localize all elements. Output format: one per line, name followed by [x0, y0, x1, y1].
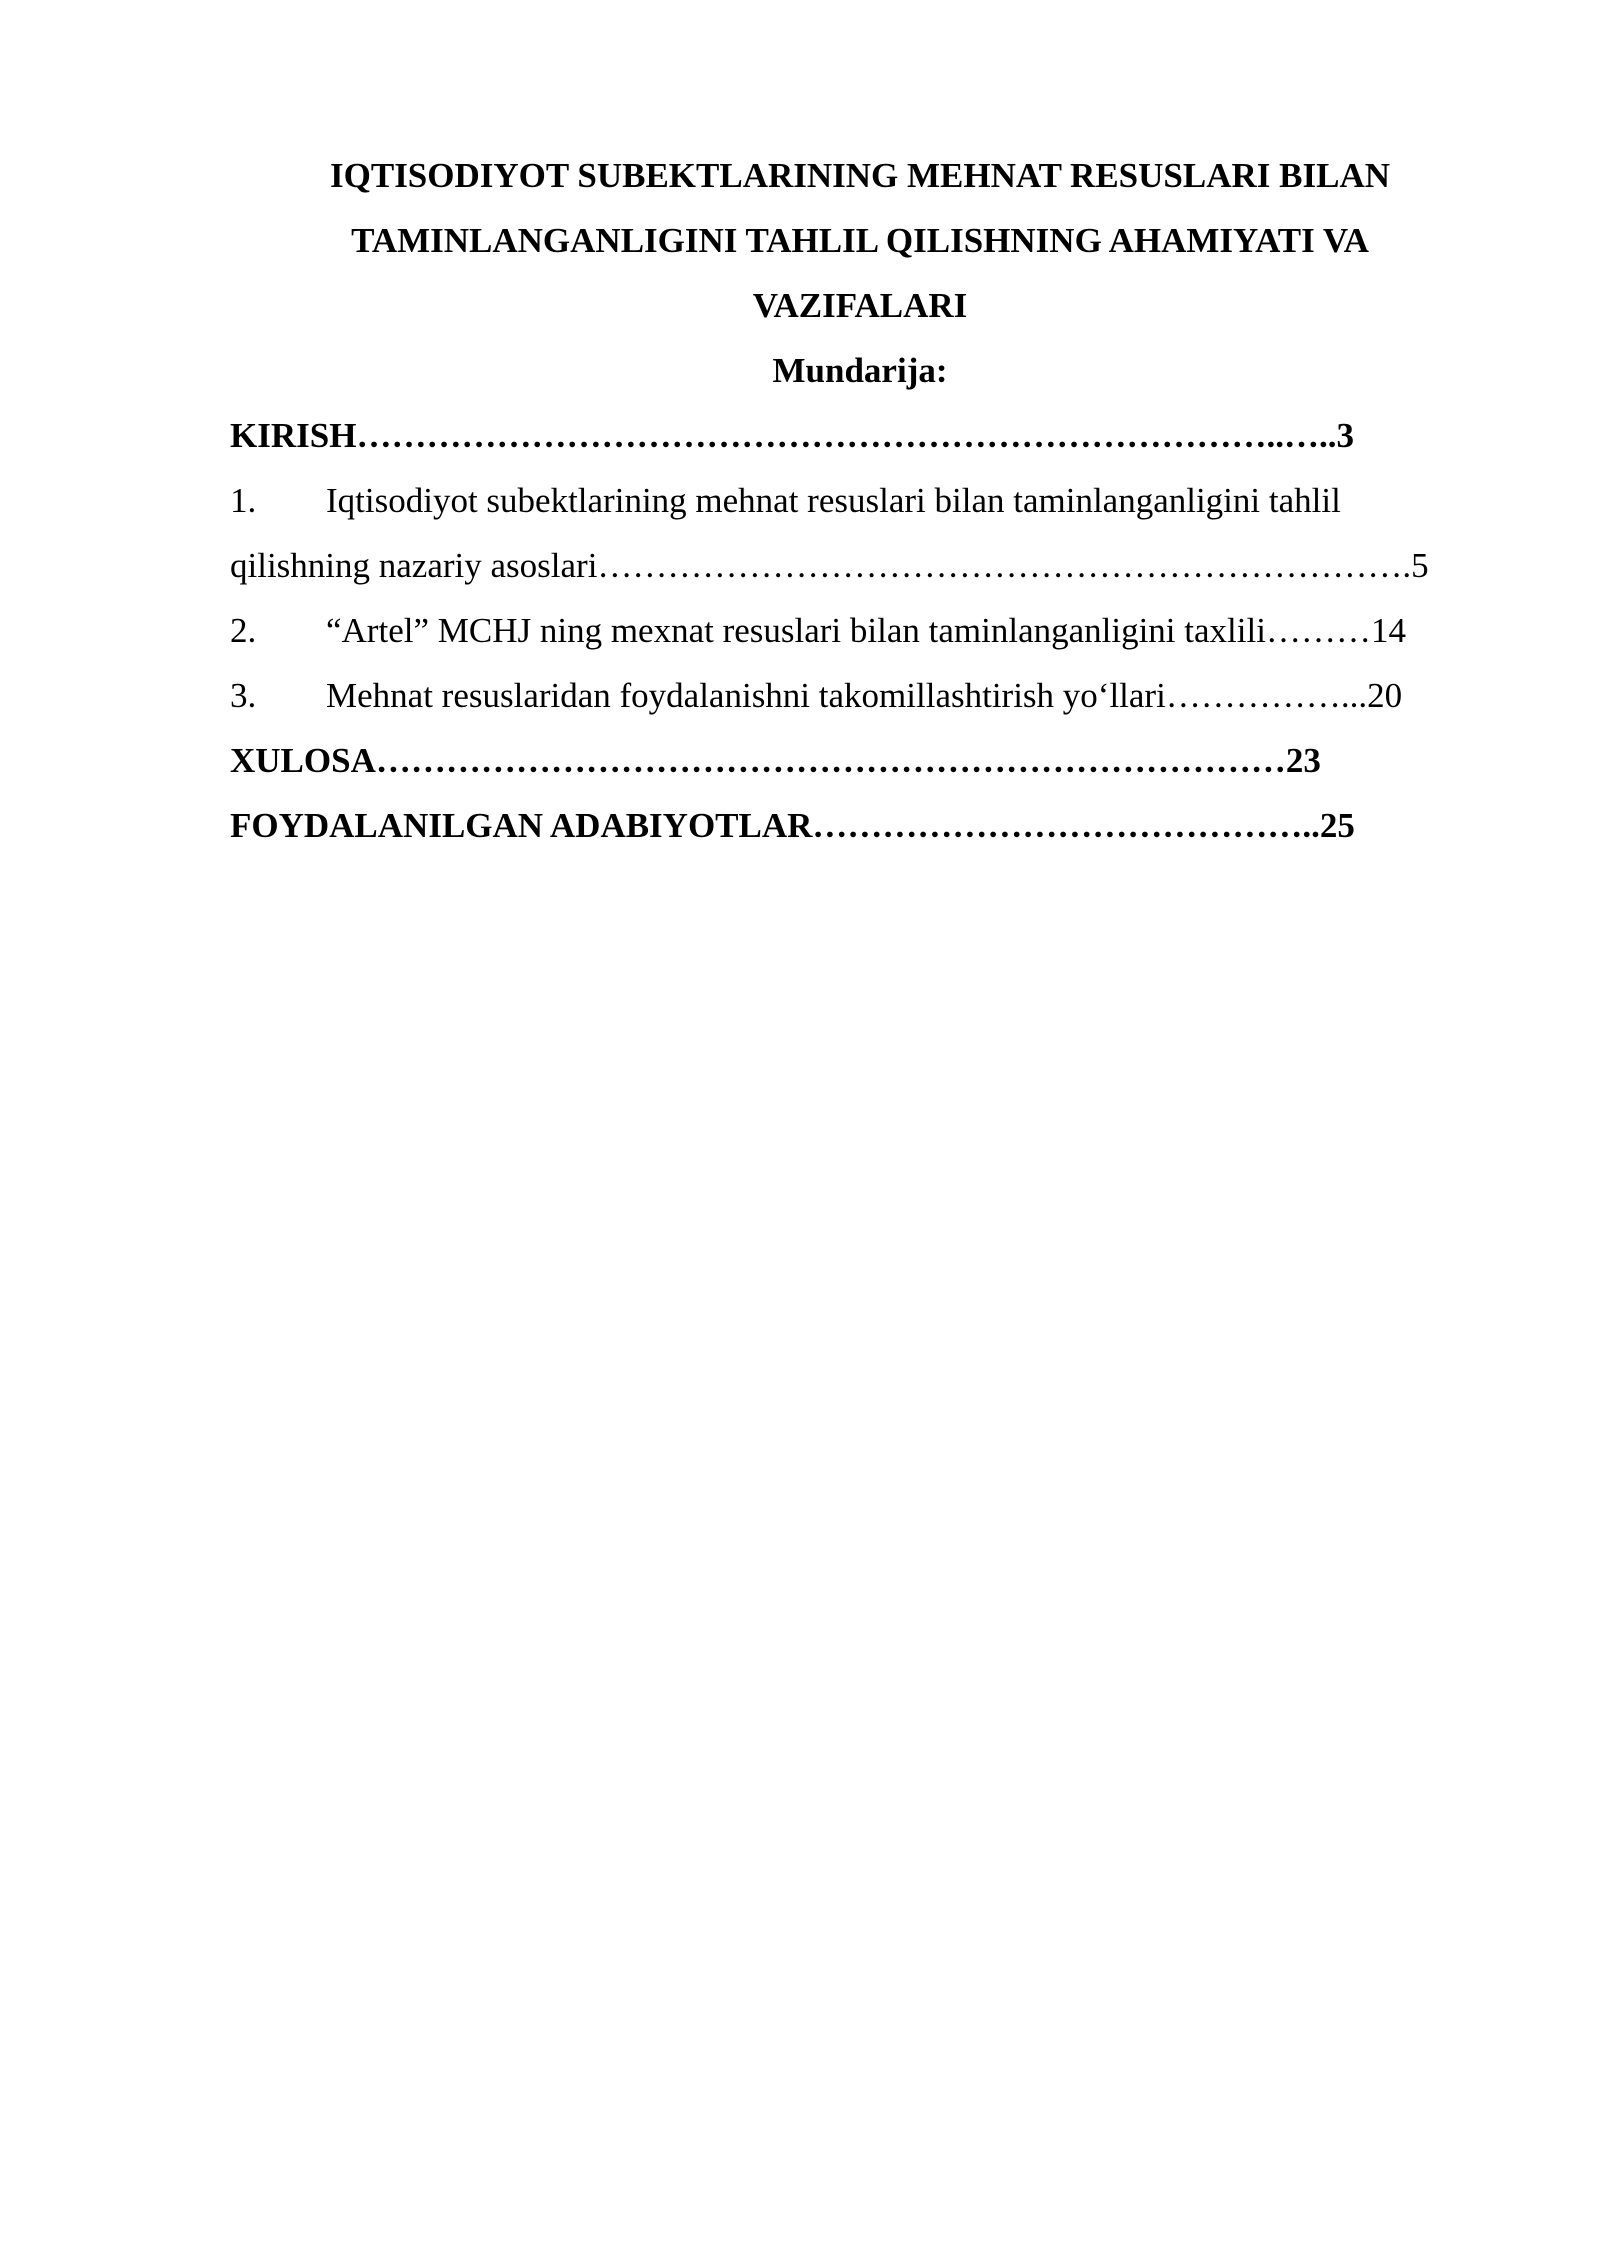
toc-page-number: 3: [1336, 416, 1354, 455]
toc-leader: ………: [1265, 611, 1371, 650]
toc-entry-title: FOYDALANILGAN ADABIYOTLAR: [230, 806, 813, 845]
toc-entry-kirish[interactable]: [230, 403, 1495, 468]
title-line-3: VAZIFALARI: [752, 286, 968, 325]
toc-entry-adabiyotlar[interactable]: [230, 793, 1495, 858]
title-line-1: IQTISODIYOT SUBEKTLARINING MEHNAT RESUSLARI BILAN: [330, 156, 1390, 195]
toc-entry-xulosa[interactable]: [230, 728, 1495, 793]
toc-entry-1-continued[interactable]: [230, 533, 1495, 598]
toc-entry-title: KIRISH: [230, 416, 357, 455]
toc-item-number: 2.: [230, 611, 257, 650]
toc-entry-title: Iqtisodiyot subektlarining mehnat resuslari bilan taminlanganligini tahlil: [326, 481, 1341, 520]
toc-leader: ……………………………………………………………………..…..: [356, 416, 1337, 455]
toc-entry-1[interactable]: [230, 468, 1495, 533]
toc-page-number: 23: [1285, 741, 1321, 780]
toc-item-number: 3.: [230, 676, 257, 715]
toc-entry-2[interactable]: [230, 598, 1495, 663]
document-title: [230, 143, 1490, 338]
toc-leader: ……………………………………………………………………: [375, 741, 1286, 780]
toc-entry-title: “Artel” MCHJ ning mexnat resuslari bilan taminlanganligini taxlili: [326, 611, 1266, 650]
toc-page-number: 20: [1367, 676, 1403, 715]
toc-leader: ……………...: [1165, 676, 1368, 715]
toc-heading: Mundarija:: [772, 351, 948, 390]
toc-leader: ……………………………………..: [812, 806, 1320, 845]
title-line-2: TAMINLANGANLIGINI TAHLIL QILISHNING AHAMIYATI VA: [351, 221, 1369, 260]
toc-entry-3[interactable]: [230, 663, 1495, 728]
toc-leader: …………………………………………………………….: [597, 546, 1412, 585]
toc-page-number: 5: [1411, 546, 1429, 585]
toc-item-number: 1.: [230, 481, 257, 520]
table-of-contents: [230, 403, 1495, 858]
toc-entry-title-continued: qilishning nazariy asoslari: [230, 546, 598, 585]
toc-entry-title: XULOSA: [230, 741, 376, 780]
toc-page-number: 25: [1319, 806, 1355, 845]
toc-entry-title: Mehnat resuslaridan foydalanishni takomillashtirish yo‘llari: [326, 676, 1166, 715]
toc-page-number: 14: [1370, 611, 1406, 650]
